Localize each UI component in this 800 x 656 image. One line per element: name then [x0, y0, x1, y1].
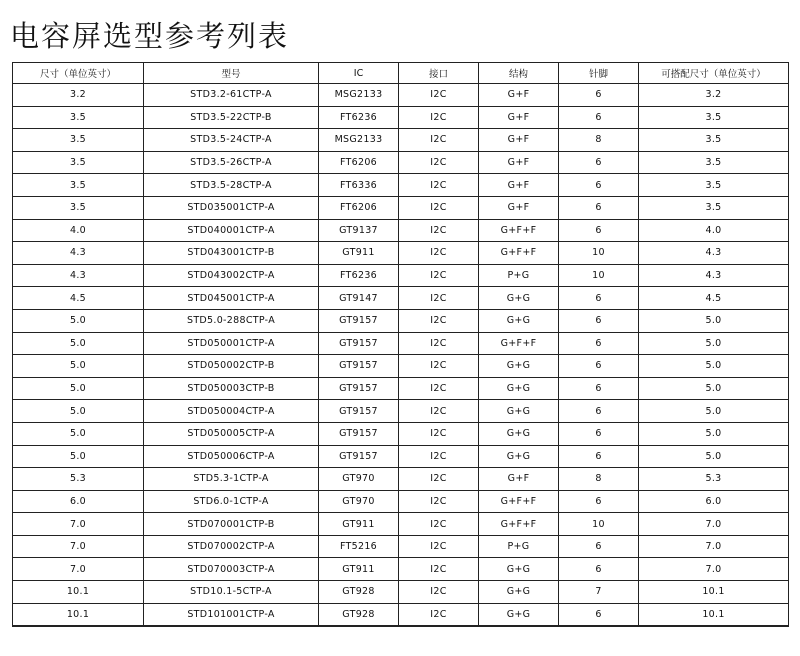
ic-cell: FT6236 — [319, 106, 399, 129]
interface-cell: I2C — [399, 129, 479, 152]
structure-cell: G+F — [479, 129, 559, 152]
table-row — [13, 377, 789, 400]
structure-cell: P+G — [479, 264, 559, 287]
pins-cell: 8 — [559, 129, 639, 152]
ic-cell: GT911 — [319, 558, 399, 581]
size-cell: 5.0 — [13, 332, 144, 355]
size-cell: 3.5 — [13, 151, 144, 174]
pins-cell: 6 — [559, 287, 639, 310]
table-row — [13, 513, 789, 536]
compatible-size-cell: 4.5 — [639, 287, 789, 310]
compatible-size-cell: 7.0 — [639, 513, 789, 536]
table-row — [13, 129, 789, 152]
interface-cell: I2C — [399, 581, 479, 604]
ic-cell: GT9157 — [319, 400, 399, 423]
structure-cell: G+G — [479, 581, 559, 604]
size-cell: 4.3 — [13, 242, 144, 265]
structure-cell: G+F — [479, 84, 559, 107]
pins-cell: 8 — [559, 468, 639, 491]
size-cell: 5.0 — [13, 422, 144, 445]
pins-cell: 6 — [559, 174, 639, 197]
size-cell: 5.0 — [13, 400, 144, 423]
table-row — [13, 468, 789, 491]
pins-cell: 10 — [559, 264, 639, 287]
ic-cell: FT6206 — [319, 151, 399, 174]
table-row — [13, 309, 789, 332]
compatible-size-cell: 7.0 — [639, 558, 789, 581]
structure-cell: G+F+F — [479, 490, 559, 513]
pins-cell: 6 — [559, 219, 639, 242]
interface-cell: I2C — [399, 513, 479, 536]
size-cell: 7.0 — [13, 513, 144, 536]
model-cell: STD043002CTP-A — [144, 264, 319, 287]
page-title: 电容屏选型参考列表 — [10, 19, 290, 53]
compatible-size-cell: 5.0 — [639, 377, 789, 400]
ic-cell: GT9157 — [319, 332, 399, 355]
size-cell: 4.5 — [13, 287, 144, 310]
size-cell: 4.0 — [13, 219, 144, 242]
structure-cell: G+F+F — [479, 513, 559, 536]
interface-cell: I2C — [399, 219, 479, 242]
interface-cell: I2C — [399, 445, 479, 468]
compatible-size-cell: 3.5 — [639, 106, 789, 129]
structure-cell: G+G — [479, 558, 559, 581]
model-cell: STD050004CTP-A — [144, 400, 319, 423]
size-cell: 5.0 — [13, 355, 144, 378]
compatible-size-cell: 3.2 — [639, 84, 789, 107]
structure-cell: G+F+F — [479, 219, 559, 242]
column-header-interface: 接口 — [399, 63, 479, 84]
table-row — [13, 84, 789, 107]
ic-cell: GT911 — [319, 242, 399, 265]
size-cell: 3.5 — [13, 196, 144, 219]
compatible-size-cell: 3.5 — [639, 174, 789, 197]
model-cell: STD070001CTP-B — [144, 513, 319, 536]
compatible-size-cell: 5.0 — [639, 332, 789, 355]
model-cell: STD050005CTP-A — [144, 422, 319, 445]
pins-cell: 6 — [559, 196, 639, 219]
ic-cell: FT6336 — [319, 174, 399, 197]
pins-cell: 6 — [559, 355, 639, 378]
structure-cell: G+F — [479, 151, 559, 174]
table-row — [13, 151, 789, 174]
size-cell: 3.5 — [13, 129, 144, 152]
ic-cell: GT970 — [319, 468, 399, 491]
column-header-size: 尺寸（单位英寸） — [13, 63, 144, 84]
interface-cell: I2C — [399, 355, 479, 378]
pins-cell: 6 — [559, 377, 639, 400]
column-header-ic: IC — [319, 63, 399, 84]
ic-cell: GT970 — [319, 490, 399, 513]
table-row — [13, 355, 789, 378]
compatible-size-cell: 6.0 — [639, 490, 789, 513]
compatible-size-cell: 5.0 — [639, 355, 789, 378]
model-cell: STD050006CTP-A — [144, 445, 319, 468]
pins-cell: 6 — [559, 445, 639, 468]
ic-cell: FT5216 — [319, 535, 399, 558]
interface-cell: I2C — [399, 84, 479, 107]
size-cell: 4.3 — [13, 264, 144, 287]
structure-cell: G+F — [479, 468, 559, 491]
table-row — [13, 558, 789, 581]
size-cell: 7.0 — [13, 558, 144, 581]
table-row — [13, 490, 789, 513]
interface-cell: I2C — [399, 468, 479, 491]
structure-cell: G+G — [479, 309, 559, 332]
model-cell: STD3.5-26CTP-A — [144, 151, 319, 174]
size-cell: 10.1 — [13, 603, 144, 626]
pins-cell: 6 — [559, 603, 639, 626]
ic-cell: MSG2133 — [319, 84, 399, 107]
ic-cell: GT911 — [319, 513, 399, 536]
pins-cell: 10 — [559, 242, 639, 265]
size-cell: 3.2 — [13, 84, 144, 107]
pins-cell: 6 — [559, 558, 639, 581]
pins-cell: 6 — [559, 332, 639, 355]
model-cell: STD070003CTP-A — [144, 558, 319, 581]
structure-cell: G+F+F — [479, 332, 559, 355]
model-cell: STD101001CTP-A — [144, 603, 319, 626]
structure-cell: G+G — [479, 287, 559, 310]
size-cell: 3.5 — [13, 174, 144, 197]
model-cell: STD050001CTP-A — [144, 332, 319, 355]
interface-cell: I2C — [399, 287, 479, 310]
table-row — [13, 196, 789, 219]
pins-cell: 6 — [559, 309, 639, 332]
interface-cell: I2C — [399, 377, 479, 400]
structure-cell: G+G — [479, 445, 559, 468]
interface-cell: I2C — [399, 400, 479, 423]
column-header-pins: 针脚 — [559, 63, 639, 84]
compatible-size-cell: 4.3 — [639, 264, 789, 287]
interface-cell: I2C — [399, 535, 479, 558]
pins-cell: 6 — [559, 490, 639, 513]
structure-cell: G+G — [479, 377, 559, 400]
ic-cell: FT6206 — [319, 196, 399, 219]
compatible-size-cell: 5.0 — [639, 422, 789, 445]
interface-cell: I2C — [399, 196, 479, 219]
model-cell: STD5.3-1CTP-A — [144, 468, 319, 491]
pins-cell: 10 — [559, 513, 639, 536]
model-cell: STD050002CTP-B — [144, 355, 319, 378]
size-cell: 10.1 — [13, 581, 144, 604]
interface-cell: I2C — [399, 174, 479, 197]
pins-cell: 6 — [559, 151, 639, 174]
table-row — [13, 264, 789, 287]
column-header-model: 型号 — [144, 63, 319, 84]
model-cell: STD3.2-61CTP-A — [144, 84, 319, 107]
model-cell: STD040001CTP-A — [144, 219, 319, 242]
table-row — [13, 422, 789, 445]
pins-cell: 6 — [559, 535, 639, 558]
column-header-compatible-size: 可搭配尺寸（单位英寸） — [639, 63, 789, 84]
size-cell: 7.0 — [13, 535, 144, 558]
structure-cell: G+G — [479, 603, 559, 626]
table-row — [13, 400, 789, 423]
size-cell: 6.0 — [13, 490, 144, 513]
model-cell: STD5.0-288CTP-A — [144, 309, 319, 332]
interface-cell: I2C — [399, 558, 479, 581]
interface-cell: I2C — [399, 309, 479, 332]
ic-cell: MSG2133 — [319, 129, 399, 152]
interface-cell: I2C — [399, 332, 479, 355]
compatible-size-cell: 3.5 — [639, 151, 789, 174]
compatible-size-cell: 4.3 — [639, 242, 789, 265]
compatible-size-cell: 5.0 — [639, 400, 789, 423]
size-cell: 3.5 — [13, 106, 144, 129]
interface-cell: I2C — [399, 242, 479, 265]
interface-cell: I2C — [399, 603, 479, 626]
model-cell: STD045001CTP-A — [144, 287, 319, 310]
size-cell: 5.0 — [13, 377, 144, 400]
size-cell: 5.0 — [13, 445, 144, 468]
ic-cell: FT6236 — [319, 264, 399, 287]
model-cell: STD3.5-28CTP-A — [144, 174, 319, 197]
ic-cell: GT9137 — [319, 219, 399, 242]
pins-cell: 6 — [559, 84, 639, 107]
ic-cell: GT9157 — [319, 355, 399, 378]
interface-cell: I2C — [399, 264, 479, 287]
table-row — [13, 242, 789, 265]
structure-cell: G+G — [479, 355, 559, 378]
compatible-size-cell: 5.3 — [639, 468, 789, 491]
model-cell: STD070002CTP-A — [144, 535, 319, 558]
table-row — [13, 445, 789, 468]
table-row — [13, 603, 789, 626]
structure-cell: G+G — [479, 400, 559, 423]
column-header-structure: 结构 — [479, 63, 559, 84]
compatible-size-cell: 10.1 — [639, 603, 789, 626]
table-row — [13, 174, 789, 197]
compatible-size-cell: 4.0 — [639, 219, 789, 242]
structure-cell: G+F — [479, 106, 559, 129]
interface-cell: I2C — [399, 422, 479, 445]
ic-cell: GT9157 — [319, 309, 399, 332]
ic-cell: GT9157 — [319, 422, 399, 445]
model-cell: STD3.5-22CTP-B — [144, 106, 319, 129]
model-cell: STD035001CTP-A — [144, 196, 319, 219]
interface-cell: I2C — [399, 490, 479, 513]
compatible-size-cell: 5.0 — [639, 309, 789, 332]
structure-cell: G+G — [479, 422, 559, 445]
table-row — [13, 535, 789, 558]
structure-cell: G+F+F — [479, 242, 559, 265]
ic-cell: GT928 — [319, 603, 399, 626]
structure-cell: G+F — [479, 174, 559, 197]
ic-cell: GT9147 — [319, 287, 399, 310]
compatible-size-cell: 3.5 — [639, 129, 789, 152]
pins-cell: 6 — [559, 422, 639, 445]
structure-cell: P+G — [479, 535, 559, 558]
pins-cell: 6 — [559, 400, 639, 423]
model-cell: STD050003CTP-B — [144, 377, 319, 400]
table-row — [13, 581, 789, 604]
model-cell: STD10.1-5CTP-A — [144, 581, 319, 604]
ic-cell: GT928 — [319, 581, 399, 604]
model-cell: STD6.0-1CTP-A — [144, 490, 319, 513]
size-cell: 5.3 — [13, 468, 144, 491]
structure-cell: G+F — [479, 196, 559, 219]
model-cell: STD3.5-24CTP-A — [144, 129, 319, 152]
pins-cell: 7 — [559, 581, 639, 604]
ic-cell: GT9157 — [319, 377, 399, 400]
compatible-size-cell: 5.0 — [639, 445, 789, 468]
size-cell: 5.0 — [13, 309, 144, 332]
table-row — [13, 332, 789, 355]
table-row — [13, 287, 789, 310]
header-row — [13, 63, 789, 84]
model-cell: STD043001CTP-B — [144, 242, 319, 265]
compatible-size-cell: 10.1 — [639, 581, 789, 604]
table-row — [13, 219, 789, 242]
ic-cell: GT9157 — [319, 445, 399, 468]
selection-table — [12, 62, 789, 627]
pins-cell: 6 — [559, 106, 639, 129]
table-body — [13, 84, 789, 627]
compatible-size-cell: 7.0 — [639, 535, 789, 558]
interface-cell: I2C — [399, 151, 479, 174]
interface-cell: I2C — [399, 106, 479, 129]
compatible-size-cell: 3.5 — [639, 196, 789, 219]
table-row — [13, 106, 789, 129]
